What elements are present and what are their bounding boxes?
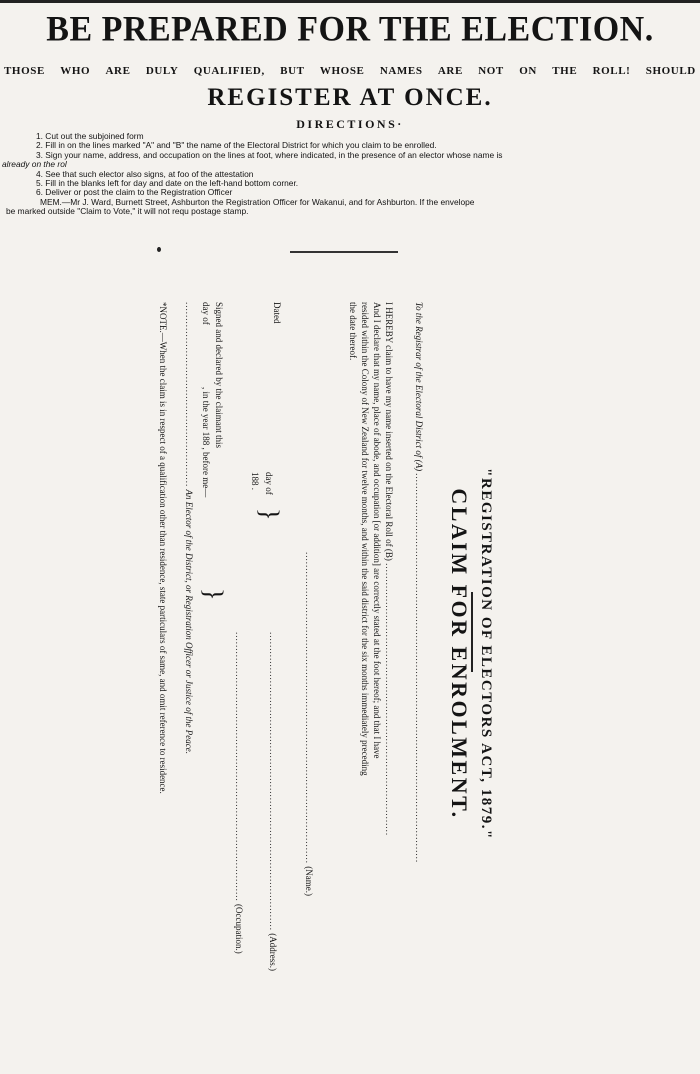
act-title: "REGISTRATION OF ELECTORS ACT, 1879.": [478, 468, 494, 840]
directions-title: DIRECTIONS·: [296, 117, 404, 131]
claim-line-1: [383, 302, 394, 836]
ink-speck: [157, 247, 161, 252]
notice-word: QUALIFIED,: [193, 65, 265, 77]
elector-signature-blank[interactable]: .........................................................: [184, 302, 194, 488]
direction-item: 1. Cut out the subjoined form: [36, 131, 144, 141]
direction-item: 2. Fill in on the lines marked "A" and "B" the name of the Electoral District for which you claim to be enrolled.: [36, 140, 437, 151]
notice-word: ON: [519, 65, 537, 77]
notice-word: SHOULD: [645, 65, 696, 77]
notice-word: ARE: [105, 65, 131, 77]
notice-word: ROLL!: [592, 65, 631, 77]
claim-line-2: And I declare that my name, place of abode, and occupation [or addition] are correctly stated at the foot hereof; and that I have: [372, 302, 382, 759]
occupation-line: [233, 632, 244, 954]
signed-day-of: day of: [201, 302, 211, 325]
dated-label: Dated: [272, 302, 282, 324]
brace-icon: }: [199, 588, 228, 601]
day-of-label: day of: [264, 472, 274, 495]
qualification-notice: [0, 62, 700, 80]
address-blank[interactable]: ............................................................................................: [268, 632, 278, 931]
direction-item: 3. Sign your name, address, and occupation on the lines at foot, where indicated, in the presence of an elector whose name is: [36, 149, 503, 160]
direction-item: 6. Deliver or post the claim to the Registration Officer: [36, 187, 233, 198]
year-before-me: , in the year 188 , before me—: [201, 387, 211, 498]
signed-label: Signed and declared by the claimant this: [214, 302, 224, 448]
footnote: *NOTE.—When the claim is in respect of a qualification other than residence, state particulars of same, and omit reference to residence.: [158, 302, 168, 794]
notice-word: BUT: [280, 65, 305, 77]
direction-item: MEM.—Mr J. Ward, Burnett Street, Ashburton the Registration Officer for Wakanui, and for Ashburton. If the envelope: [40, 196, 475, 207]
notice-word: WHOSE: [319, 65, 365, 77]
to-registrar-line: [413, 302, 424, 863]
notice-word: NOT: [478, 65, 504, 77]
register-at-once-heading: REGISTER AT ONCE.: [207, 84, 493, 111]
notice-word: NAMES: [379, 65, 423, 77]
claim-line-4: the date thereof.: [348, 302, 358, 361]
claim-line-3: resided within the Colony of New Zealand for twelve months, and within the said district for the six months immediately preceding: [360, 302, 370, 776]
name-line: [303, 552, 314, 896]
notice-word: THE: [552, 65, 578, 77]
year-label: 188 .: [250, 472, 260, 490]
direction-item: already on the rol: [2, 159, 67, 170]
notice-word: WHO: [60, 65, 91, 77]
address-line: [267, 632, 278, 971]
directions-list: [0, 132, 700, 217]
claim-title: CLAIM FOR ENROLMENT.: [447, 488, 472, 820]
direction-item: be marked outside "Claim to Vote," it will not requ postage stamp.: [6, 206, 249, 217]
enrolment-form: [94, 302, 494, 986]
direction-item: 4. See that such elector also signs, at foo of the attestation: [36, 168, 254, 179]
notice-word: ARE: [437, 65, 463, 77]
occupation-blank[interactable]: ...................................................................................: [234, 632, 244, 902]
name-blank[interactable]: ................................................................................................: [304, 552, 314, 864]
separator-rule: [290, 251, 398, 253]
occupation-label: (Occupation.): [234, 904, 244, 954]
name-label: (Name.): [304, 866, 314, 896]
claim-text-1: I HEREBY claim to have my name inserted on the Electoral Roll of (B): [384, 302, 394, 561]
notice-word: DULY: [145, 65, 179, 77]
elector-line: [183, 302, 194, 754]
elector-label: An Elector of the District, or Registration Officer or Justice of the Peace.: [184, 489, 194, 754]
headline: BE PREPARED FOR THE ELECTION.: [46, 10, 654, 49]
top-rule: [0, 0, 700, 3]
district-a-blank[interactable]: ........................................................................................................................: [414, 473, 424, 864]
district-b-blank[interactable]: ....................................................................................: [384, 563, 394, 837]
to-registrar-text: To the Registrar of the Electoral District of (A): [414, 302, 424, 472]
notice-word: THOSE: [4, 65, 45, 77]
brace-icon: }: [255, 508, 284, 521]
direction-item: 5. Fill in the blanks left for day and date on the left-hand bottom corner.: [36, 178, 299, 189]
signed-day-line: [200, 302, 211, 497]
address-label: (Address.): [268, 933, 278, 971]
